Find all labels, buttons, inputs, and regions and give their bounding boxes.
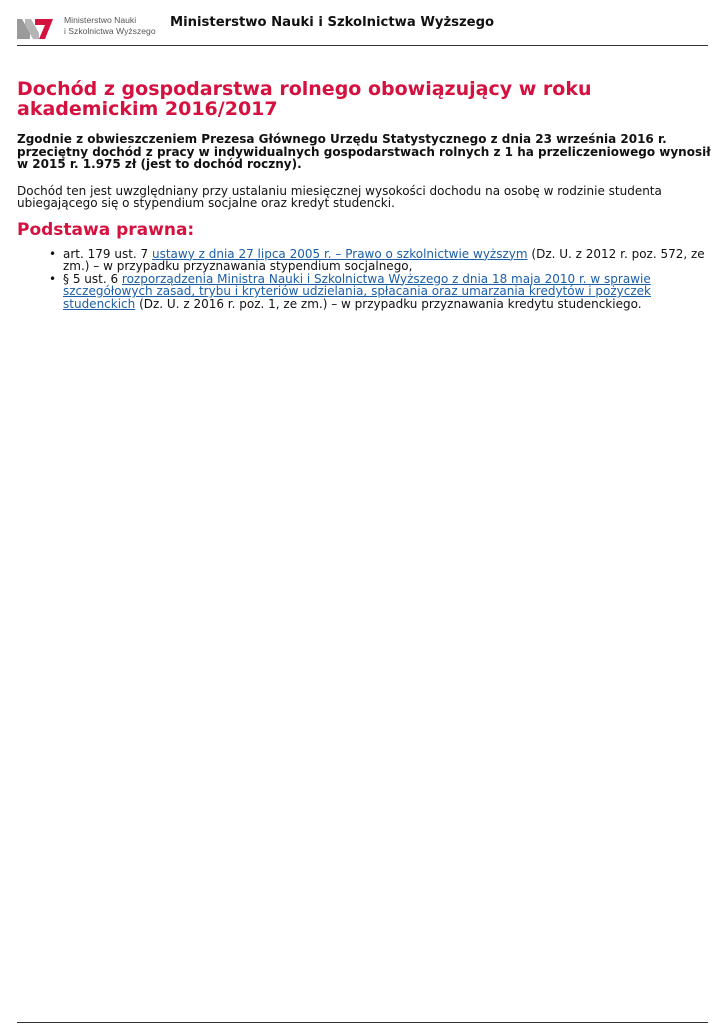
bullet-marker: •: [49, 271, 57, 286]
bullet-marker: •: [49, 246, 57, 261]
legal-basis-item: [49, 246, 712, 273]
legal-item-suffix: (Dz. U. z 2012 r. poz. 572, ze zm.) – w przypadku przyznawania stypendium socjalnego,: [63, 246, 705, 273]
article-title: Dochód z gospodarstwa rolnego obowiązujący w roku akademickim 2016/2017: [17, 78, 592, 120]
ministry-emblem-icon: [17, 17, 53, 39]
legal-item-suffix: (Dz. U. z 2016 r. poz. 1, ze zm.) – w przypadku przyznawania kredytu studenckiego.: [135, 296, 642, 311]
legal-item-prefix: § 5 ust. 6: [63, 271, 122, 286]
article-lead: Zgodnie z obwieszczeniem Prezesa Głównego Urzędu Statystycznego z dnia 23 września 2016 r. przeciętny dochód z pracy w indywidualnych gospodarstwach rolnych z 1 ha przeliczeniowego wynosił w 2015 r. 1.975 zł (jest to dochód roczny).: [17, 132, 711, 171]
logo-wordmark: [64, 15, 164, 37]
legal-basis-list: [17, 248, 712, 311]
legal-basis-item: [49, 271, 712, 311]
legal-item-prefix: art. 179 ust. 7: [63, 246, 152, 261]
logo-line-1: Ministerstwo Nauki: [64, 15, 137, 25]
legal-basis-heading: Podstawa prawna:: [17, 219, 195, 240]
site-title: Ministerstwo Nauki i Szkolnictwa Wyższego: [170, 15, 495, 30]
logo-line-2: i Szkolnictwa Wyższego: [64, 26, 156, 36]
article-paragraph: Dochód ten jest uwzględniany przy ustalaniu miesięcznej wysokości dochodu na osobę w rodzinie studenta ubiegającego się o stypendium socjalne oraz kredyt studencki.: [17, 183, 662, 210]
page-header: [17, 14, 708, 46]
article: [17, 79, 712, 310]
act-link[interactable]: ustawy z dnia 27 lipca 2005 r. – Prawo o szkolnictwie wyższym: [151, 246, 528, 261]
ministry-logo[interactable]: [17, 14, 157, 42]
regulation-link[interactable]: rozporządzenia Ministra Nauki i Szkolnictwa Wyższego z dnia 18 maja 2010 r. w sprawie szczegółowych zasad, trybu i kryteriów udzielania, spłacania oraz umarzania kredytów i pożyczek studenckich: [63, 271, 651, 311]
footer-divider: [17, 1022, 708, 1023]
